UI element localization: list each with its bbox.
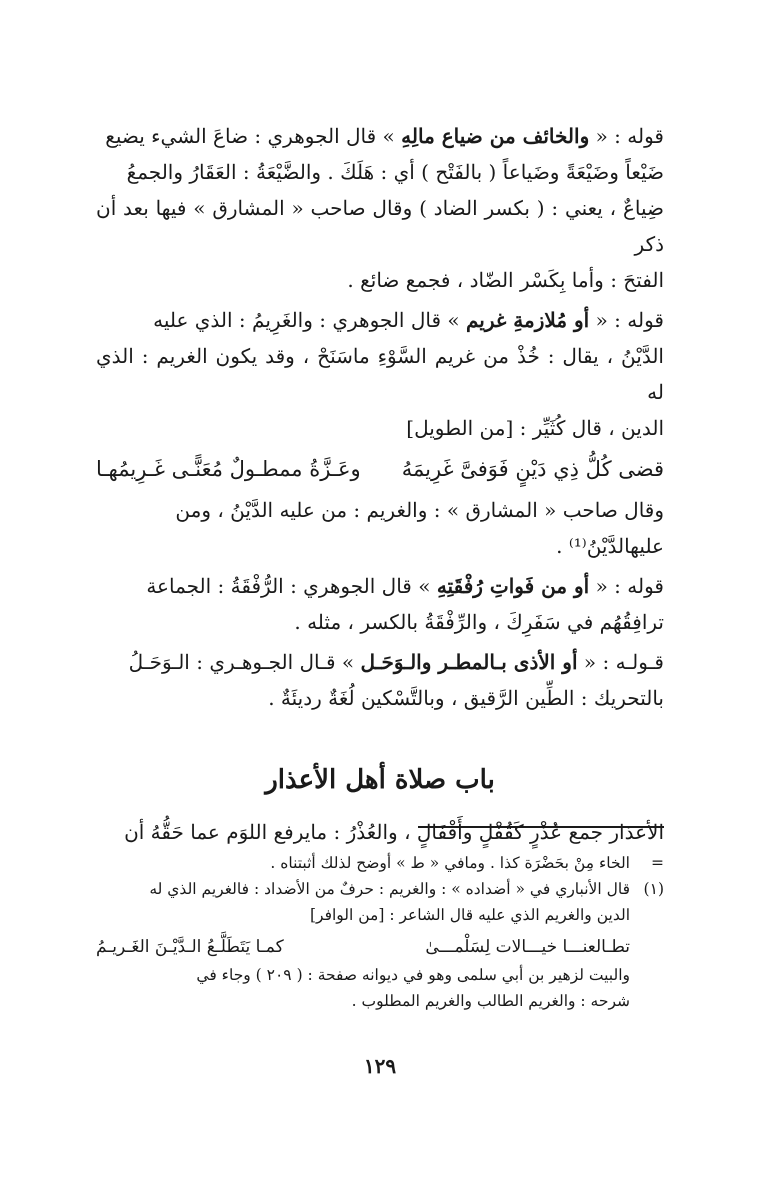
text-line: وقال صاحب « المشارق » : والغريم : من عليه الدَّيْنُ ، ومن	[175, 498, 664, 522]
footnote-continuation	[96, 850, 664, 876]
text-line	[96, 568, 664, 604]
footnote-poem-verse	[96, 932, 630, 962]
main-text	[96, 118, 664, 854]
quote-prefix: قوله : «	[589, 124, 664, 148]
text-line: الفتحَ : وأما بِكَسْر الضّاد ، فجمع ضائع .	[347, 268, 664, 292]
paragraph-mashariq	[96, 492, 664, 564]
text-line: الدَّيْنُ ، يقال : خُذْ من غريم السَّوْءِ ماسَنَحْ ، وقد يكون الغريم : الذي له	[96, 344, 664, 404]
poem-verse	[96, 450, 664, 488]
footnote-line: الدين والغريم الذي عليه قال الشاعر : [من الوافر]	[309, 906, 630, 924]
lemma: والخائف من ضياع مالِهِ	[401, 124, 590, 148]
paragraph-creditor	[96, 302, 664, 446]
page-number: ١٢٩	[363, 1054, 397, 1078]
quote-prefix: قـولـه : «	[577, 650, 664, 674]
text-segment: » قال الجوهري : والغَرِيمُ : الذي عليه	[153, 308, 460, 332]
text-segment: » قـال الجـوهـري : الـوَحَـلُ	[128, 650, 355, 674]
poem-hemistich-second: وعَـزَّةُ ممطـولٌ مُعَنًّـى غَـرِيمُهـا	[96, 457, 361, 481]
text-line	[96, 302, 664, 338]
footnote-line: قال الأنباري في « أضداده » : والغريم : حرفٌ من الأضداد : فالغريم الذي له	[149, 880, 630, 898]
footnote-body	[96, 850, 630, 876]
text-line: عليهالدَّيْنُ⁽¹⁾ .	[556, 534, 664, 558]
text-line: ضِياعٌ ، يعني : ( بكسر الضاد ) وقال صاحب « المشارق » فيها بعد أن ذكر	[96, 196, 664, 256]
text-segment: » قال الجوهري : ضاعَ الشيء يضيع	[105, 124, 395, 148]
text-line: ترافِقُهُم في سَفَرِكَ ، والرِّفْقَةُ بالكسر ، مثله .	[294, 610, 664, 634]
paragraph-companions	[96, 568, 664, 640]
lemma: أو من فَواتِ رُفْقَتِهِ	[436, 574, 590, 598]
text-segment: » قال الجوهري : الرُّفْقَةُ : الجماعة	[146, 574, 431, 598]
text-line	[96, 644, 664, 680]
footnote-line: الخاء مِنْ بحَضْرَة كذا . ومافي « ط » أوضح لذلك أثبتناه .	[270, 854, 630, 872]
lemma: أو مُلازمةِ غريم	[465, 308, 590, 332]
chapter-title: باب صلاة أهل الأعذار	[265, 765, 495, 795]
paragraph-rain-mud	[96, 644, 664, 716]
lemma: أو الأذى بـالمطـر والـوَحَـل	[360, 650, 578, 674]
quote-prefix: قوله : «	[589, 308, 664, 332]
text-line: ضَيْعاً وضَيْعَةً وضَياعاً ( بالفَتْح ) أي : هَلَكَ . والضَّيْعَةُ : العَقَارُ والجمعُ	[126, 160, 664, 184]
footnote-marker: (١)	[643, 880, 664, 898]
text-line: الدين ، قال كُثَيِّر : [من الطويل]	[406, 416, 664, 440]
paragraph-wealth-loss	[96, 118, 664, 298]
paragraph-excuses	[96, 814, 664, 850]
quote-prefix: قوله : «	[589, 574, 664, 598]
footnote-line: شرحه : والغريم الطالب والغريم المطلوب .	[351, 992, 630, 1010]
footnote-divider	[418, 826, 664, 828]
footnote-1	[96, 876, 664, 1014]
poem-hemistich-first: قضى كُلُّ ذِي دَيْنٍ فَوَفىَّ غَرِيمَهُ	[401, 457, 664, 481]
footnote-body	[96, 876, 630, 1014]
text-line: الأعذار جمع عُذْرٍ كَقُفْلٍ وأَقْفَالٍ ، والعُذْرُ : مايرفع اللوَم عما حَقُّهُ أن	[124, 820, 664, 844]
footnote-line: والبيت لزهير بن أبي سلمى وهو في ديوانه صفحة : ( ٢٠٩ ) وجاء في	[196, 966, 630, 984]
footnotes	[96, 850, 664, 1014]
poem-hemistich-second: كمـا يَتَطَلَّـعُ الـدَّيْـنَ الغَـريـمُ	[96, 937, 284, 957]
text-line	[96, 118, 664, 154]
footnote-marker: =	[651, 854, 664, 872]
text-line: بالتحريك : الطِّين الرَّقيق ، وبالتَّسْكين لُغَةٌ رديئَةٌ .	[268, 686, 664, 710]
poem-hemistich-first: تطـالعنـــا خيـــالات لِسَلْمـــىٰ	[425, 937, 630, 957]
